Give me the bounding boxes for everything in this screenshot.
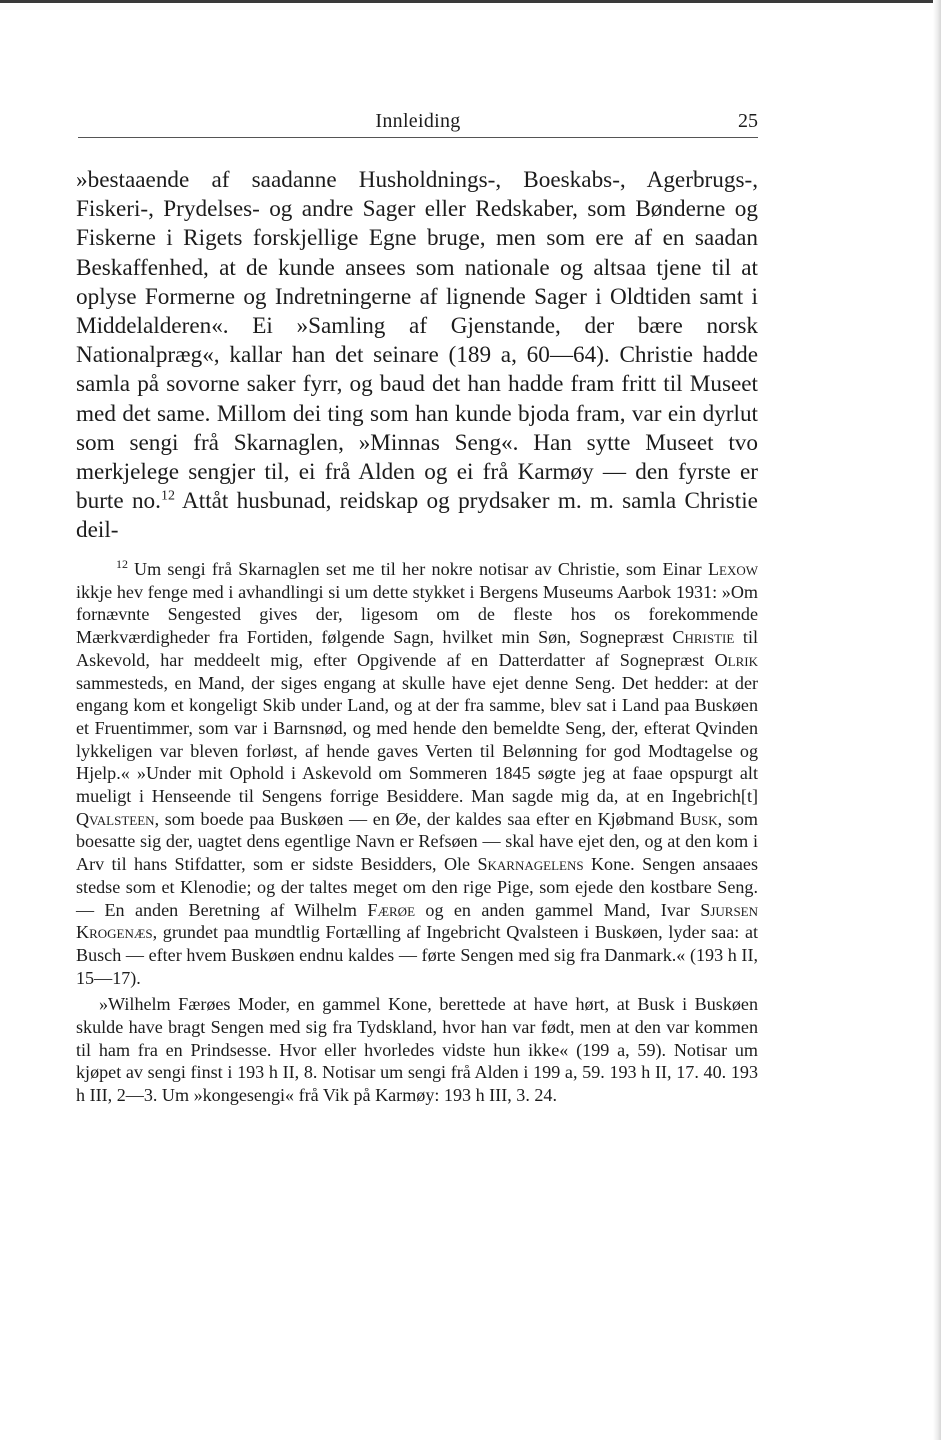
page-number: 25 [738, 110, 758, 132]
header-rule [78, 137, 758, 138]
name-busk: Busk [679, 808, 718, 829]
footnote-text: Kone. Sengen ansaaes stedse som et Klenodie; og der taltes meget om den rige Pige, som ejede den kostbare Seng. — En anden Beretning af Wilhelm [76, 854, 758, 920]
footnote-text: Um sengi frå Skarnaglen set me til her nokre notisar av Christie, som Einar [134, 559, 708, 579]
name-qvalsteen: Qvalsteen [76, 808, 155, 829]
footnotes [76, 558, 758, 1107]
name-faeroe: Færøe [367, 899, 416, 920]
name-christie: Christie [672, 627, 735, 648]
scan-top-edge [0, 0, 941, 3]
running-title: Innleiding [375, 110, 461, 132]
footnote-text: , som boesatte sig der, uagtet dens egentlige Navn er Refsøen — skal have ejet den, og at den kom i Arv til hans Stifdatter, som er sidste Besidders, Ole [76, 808, 758, 875]
scan-right-edge [933, 0, 941, 1440]
footnote-text: , grundet paa mundtlig Fortælling af Ingebricht Qvalsteen i Buskøen, lyder saa: at Busch — efter hvem Buskøen endnu kaldes — førte Sengen med sig fra Danmark.« (193 h II, 15—17). [76, 922, 758, 988]
footnote-text: til Askevold, har meddeelt mig, efter Opgivende af en Datterdatter af Sognepræst [76, 627, 758, 670]
footnote-reference: 12 [160, 488, 175, 504]
body-paragraph-text: »bestaaende af saadanne Husholdnings-, Boeskabs-, Agerbrugs-, Fiskeri-, Prydelses- og andre Sager eller Redskaber, som Bønderne og Fiskerne i Rigets forskjellige Egne bruge, men som ere af en saadan Beskaffenhed, at de kunde ansees som nationale og altsaa tjene til at oplyse Formerne og Indretningerne af lignende Sager i Oldtiden samt i Middelalderen«. Ei »Samling af Gjenstande, der bære norsk Nationalpræg«, kallar han det seinare (189 a, 60—64). Christie hadde samla på sovorne saker fyrr, og baud det han hadde fram fritt til Museet med det same. Millom dei ting som han kunde bjoda fram, var ein dyrlut som sengi frå Skarnaglen, »Minnas Seng«. Han sytte Museet tvo merkjelege sengjer til, ei frå Alden og ei frå Karmøy — den fyrste er burte no. [76, 167, 758, 515]
name-olrik: Olrik [714, 649, 758, 670]
body-paragraph-tail: Attåt husbunad, reidskap og prydsaker m. m. samla Christie deil- [76, 488, 758, 544]
footnote-12 [76, 558, 758, 989]
name-lexow: Lexow [707, 559, 758, 579]
footnote-marker: 12 [116, 556, 128, 571]
name-skarnagelens: Skarnagelens [477, 854, 584, 875]
footnote-paragraph-2: »Wilhelm Færøes Moder, en gammel Kone, berettede at have hørt, at Busk i Buskøen skulde have bragt Sengen med sig fra Tydskland, hvor han var født, men at den var kommen til ham fra en Prindsesse. Hvor eller hvorledes vidste hun ikke« (199 a, 59). Notisar um kjøpet av sengi finst i 193 h II, 8. Notisar um sengi frå Alden i 199 a, 59. 193 h II, 17. 40. 193 h III, 2—3. Um »kongesengi« frå Vik på Karmøy: 193 h III, 3. 24. [76, 994, 758, 1106]
running-head [78, 110, 758, 140]
footnote-text: ikkje hev fenge med i avhandlingi si um dette stykket i Bergens Museums Aarbok 1931: »Om fornævnte Sengested gives der, ligesom om de fleste hos os forekommende Mærkværdigheder fra Fortiden, følgende Sagn, hvilket min Søn, Sognepræst [76, 581, 758, 648]
footnote-text: og en anden gammel Mand, Ivar [415, 899, 701, 920]
name-sjursen-krogenaes: Sjursen Krogenæs [76, 899, 759, 943]
body-paragraph [76, 166, 758, 546]
main-text [76, 166, 758, 546]
footnote-text: , som boede paa Buskøen — en Øe, der kaldes saa efter en Kjøbmand [154, 808, 680, 829]
footnote-text: sammesteds, en Mand, der siges engang at skulle have ejet denne Seng. Det hedder: at der engang kom et kongeligt Skib under Land, og at der fra samme, blev sat i Land paa Buskøen et Fruentimmer, som var i Barnsnød, og med hende den bemeldte Seng, der, efterat Qvinden lykkeligen var bleven forløst, af hende gaves Verten til Belønning for god Modtagelse og Hjelp.« »Under mit Ophold i Askevold om Sommeren 1845 søgte jeg at faae opspurgt alt mueligt i Henseende til Sengens forrige Besiddere. Man sagde mig da, at en Ingebrich[t] [76, 672, 758, 807]
